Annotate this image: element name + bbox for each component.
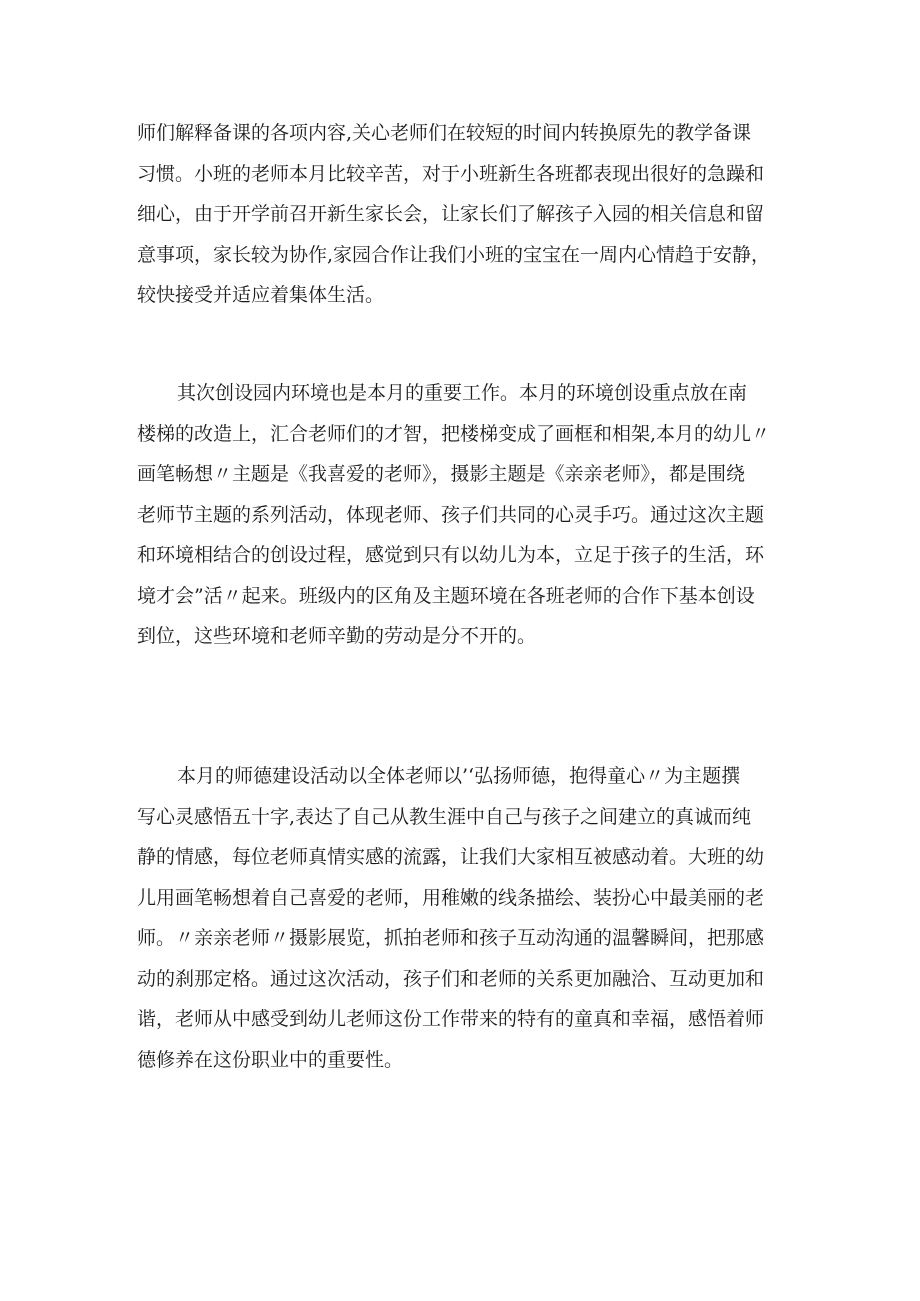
text-line: 德修养在这份职业中的重要性。 bbox=[137, 1048, 404, 1071]
text-line: 老师节主题的系列活动，体现老师、孩子们共同的心灵手巧。通过这次主题 bbox=[137, 503, 765, 526]
text-line: 动的刹那定格。通过这次活动，孩子们和老师的关系更加融洽、互动更加和 bbox=[137, 967, 765, 990]
text-line: 较快接受并适应着集体生活。 bbox=[137, 284, 385, 306]
text-line: 和环境相结合的创设过程，感觉到只有以幼儿为本，立足于孩子的生活，环 bbox=[137, 544, 765, 566]
text-line: 写心灵感悟五十字,表达了自己从教生涯中自己与孩子之间建立的真诚而纯 bbox=[137, 805, 752, 828]
text-line: 其次创设园内环境也是本月的重要工作。本月的环境创设重点放在南 bbox=[177, 382, 748, 404]
text-line: 意事项，家长较为协作,家园合作让我们小班的宝宝在一周内心情趋于安静， bbox=[137, 243, 771, 266]
paragraph-3 bbox=[137, 756, 797, 1080]
text-line: 细心，由于开学前召开新生家长会，让家长们了解孩子入园的相关信息和留 bbox=[137, 203, 765, 225]
paragraph-2 bbox=[137, 373, 797, 657]
text-line: 画笔畅想〃主题是《我喜爱的老师》，摄影主题是《亲亲老师》，都是围绕 bbox=[137, 463, 746, 485]
text-line: 境才会”活〃起来。班级内的区角及主题环境在各班老师的合作下基本创设 bbox=[137, 584, 755, 607]
text-line: 师。〃亲亲老师〃摄影展览，抓拍老师和孩子互动沟通的温馨瞬间，把那感 bbox=[137, 927, 765, 949]
text-line: 习惯。小班的老师本月比较辛苦，对于小班新生各班都表现出很好的急躁和 bbox=[137, 162, 765, 185]
text-line: 谐，老师从中感受到幼儿老师这份工作带来的特有的童真和幸福，感悟着师 bbox=[137, 1008, 765, 1030]
paragraph-1 bbox=[137, 113, 797, 316]
text-line: 到位，这些环境和老师辛勤的劳动是分不开的。 bbox=[137, 625, 537, 647]
text-line: 儿用画笔畅想着自己喜爱的老师，用稚嫩的线条描绘、装扮心中最美丽的老 bbox=[137, 886, 765, 909]
text-line: 师们解释备课的各项内容,关心老师们在较短的时间内转换原先的教学备课 bbox=[137, 122, 752, 144]
text-line: 本月的师德建设活动以全体老师以’‘弘扬师德，抱得童心〃为主题撰 bbox=[177, 765, 741, 787]
text-line: 静的情感，每位老师真情实感的流露，让我们大家相互被感动着。大班的幼 bbox=[137, 846, 765, 868]
text-line: 楼梯的改造上，汇合老师们的才智，把楼梯变成了画框和相架,本月的幼儿〃 bbox=[137, 422, 771, 445]
